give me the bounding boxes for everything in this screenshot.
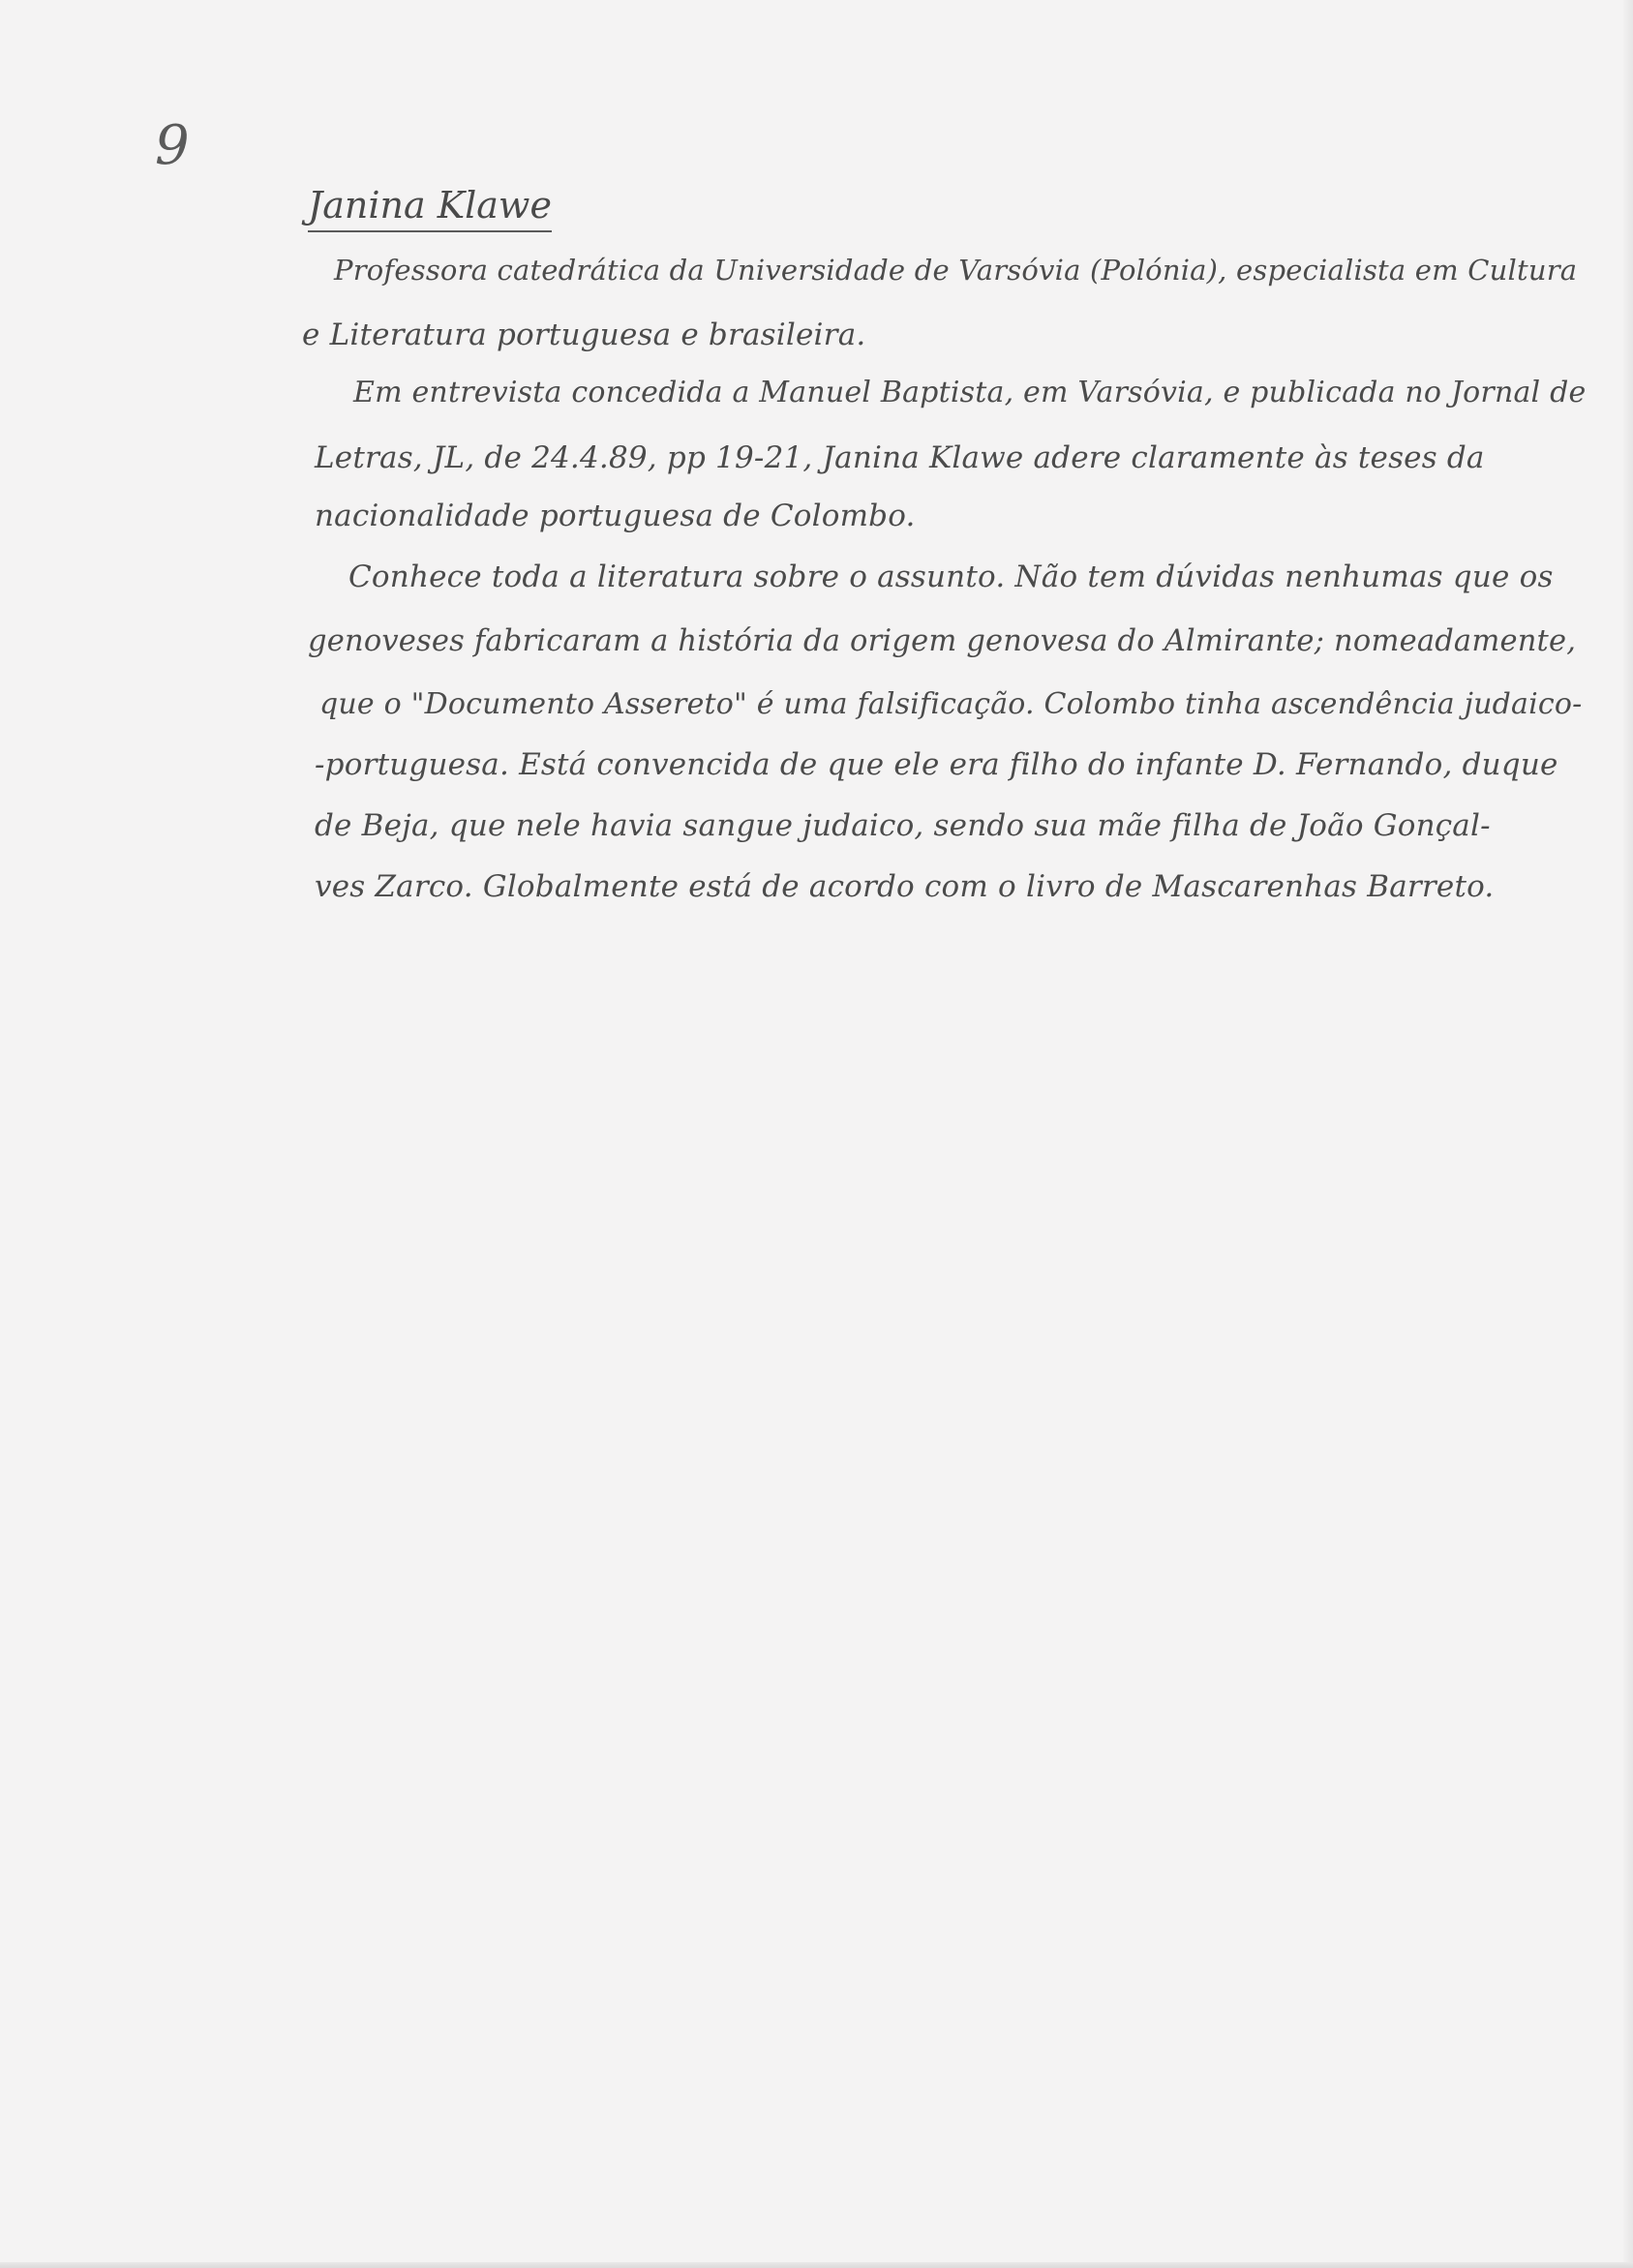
heading: Janina Klawe (308, 184, 552, 232)
text-line: e Literatura portuguesa e brasileira. (302, 318, 866, 352)
text-line: nacionalidade portuguesa de Colombo. (315, 499, 916, 533)
text-line: genoveses fabricaram a história da origem genovesa do Almirante; nomeadamente, (308, 624, 1577, 658)
text-line: de Beja, que nele havia sangue judaico, sendo sua mãe filha de João Gonçal- (315, 808, 1491, 843)
text-line: Letras, JL, de 24.4.89, pp 19-21, Janina Klawe adere claramente às teses da (315, 440, 1485, 475)
page-edge (1623, 0, 1633, 2268)
text-line: Professora catedrática da Universidade de Varsóvia (Polónia), especialista em Cultura (334, 254, 1578, 287)
page-number: 9 (155, 114, 190, 177)
text-line: Em entrevista concedida a Manuel Baptista, em Varsóvia, e publicada no Jornal de (353, 376, 1587, 409)
text-line: ves Zarco. Globalmente está de acordo com o livro de Mascarenhas Barreto. (315, 869, 1495, 904)
text-line: que o "Documento Assereto" é uma falsificação. Colombo tinha ascendência judaico- (319, 687, 1583, 721)
page-edge (0, 2262, 1633, 2268)
text-line: Conhece toda a literatura sobre o assunto. Não tem dúvidas nenhumas que os (348, 559, 1554, 594)
text-line: -portuguesa. Está convencida de que ele era filho do infante D. Fernando, duque (315, 747, 1558, 782)
